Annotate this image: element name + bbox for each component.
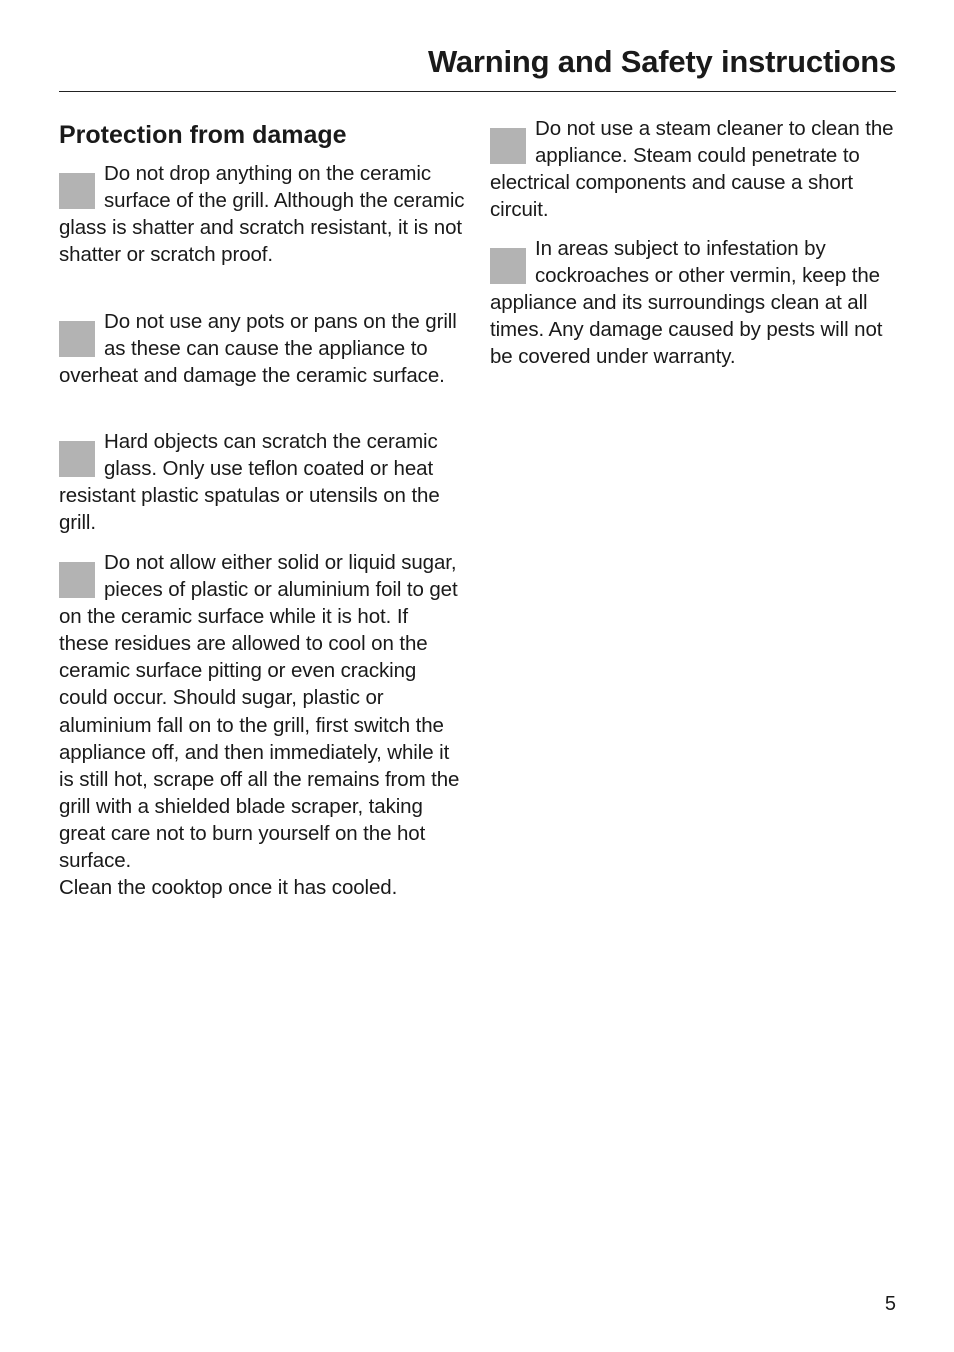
bullet-square-icon [59,321,95,357]
warning-item [59,160,467,268]
bullet-square-icon [490,128,526,164]
page-number: 5 [884,1293,896,1315]
bullet-square-icon [59,562,95,598]
warning-text: Hard objects can scratch the ceramic glass. Only use teflon coated or heat resistant plastic spatulas or utensils on the grill. [59,430,440,535]
warning-item [59,308,467,389]
followup-text: Clean the cooktop once it has cooled. [59,876,398,900]
bullet-square-icon [490,248,526,284]
warning-item [59,428,441,536]
title-divider [59,91,896,92]
section-heading: Protection from damage [59,121,347,149]
page-title: Warning and Safety instructions [427,44,896,79]
bullet-square-icon [59,173,95,209]
warning-text: In areas subject to infestation by cockroaches or other vermin, keep the appliance and its surroundings clean at all times. Any damage caused by pests will not be covered under warranty. [490,237,883,369]
warning-item [490,115,895,223]
warning-text: Do not use a steam cleaner to clean the appliance. Steam could penetrate to electrical components and cause a short circuit. [490,117,894,222]
warning-item [490,235,895,370]
warning-text: Do not allow either solid or liquid sugar, pieces of plastic or aluminium foil to get on the ceramic surface while it is hot. If these residues are allowed to cool on the ceramic surface pitting or even cracking could occur. Should sugar, plastic or aluminium fall on to the grill, first switch the appliance off, and then immediately, while it is still hot, scrape off all the remains from the grill with a shielded blade scraper, taking great care not to burn yourself on the hot surface. [59,551,460,873]
bullet-square-icon [59,441,95,477]
warning-text: Do not drop anything on the ceramic surface of the grill. Although the ceramic glass is shatter and scratch resistant, it is not shatter or scratch proof. [59,162,465,267]
warning-item [59,549,461,901]
warning-text: Do not use any pots or pans on the grill as these can cause the appliance to overheat and damage the ceramic surface. [59,310,457,388]
